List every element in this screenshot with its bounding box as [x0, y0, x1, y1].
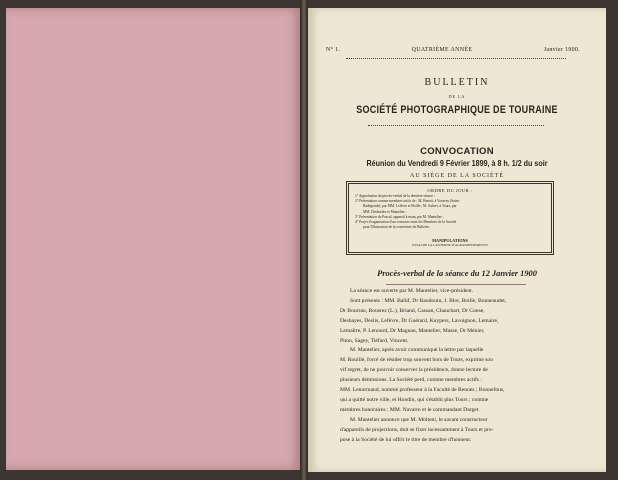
meeting-details: Réunion du Vendredi 9 Février 1899, à 8 h. 1/2 du soir [366, 158, 548, 168]
minutes-body [340, 287, 582, 446]
minutes-divider [386, 284, 526, 285]
minutes-line: Sont présents : MM. Balüf, Dr Baudouin, J. Blot, Boille, Bonneaudet, [350, 297, 507, 304]
order-item: 2° Présentation comme membres actifs de : M. Benoit, à Vouvray (Saint- [355, 199, 460, 204]
book-gutter [300, 0, 308, 480]
issue-year: QUATRIÈME ANNÉE [411, 47, 473, 53]
order-item: 1° Approbation du procès-verbal de la dernière séance ; [355, 194, 435, 198]
manipulations-title: MANIPULATIONS [432, 238, 468, 243]
masthead-divider [368, 125, 544, 126]
minutes-line: M. Mantelier, après avoir communiqué la lettre par laquelle [350, 347, 484, 354]
minutes-line: M. Mantelier annonce que M. Molteni, le savant constructeur [350, 416, 488, 423]
order-item: 3° Présentation du Pascal, appareil à main, par M. Mantelier ; [355, 214, 444, 219]
bulletin-de-la: DE LA [448, 94, 466, 99]
minutes-line: La séance est ouverte par M. Mantelier, vice-président. [350, 288, 474, 294]
minutes-line: d'appareils de projections, doit se fixer incessamment à Tours et pro- [340, 426, 494, 433]
issue-header [326, 47, 580, 53]
minutes-line: vif regret, de ne pouvoir conserver la présidence, donne lecture de [340, 367, 488, 374]
right-page [308, 8, 606, 472]
minutes-line: qui a quitté notre ville, et Hondin, qui s'établit plus Tours ; comme [340, 396, 489, 403]
order-item: pour l'illustration de la couverture du Bulletin. [363, 225, 430, 230]
meeting-location: AU SIÈGE DE LA SOCIÉTÉ [410, 173, 504, 179]
society-name: SOCIÉTÉ PHOTOGRAPHIQUE DE TOURAINE [356, 104, 558, 116]
convocation-title: CONVOCATION [420, 146, 494, 157]
minutes-line: M. Rouillé, forcé de résider trop souvent hors de Tours, exprime son [340, 357, 493, 364]
minutes-title: Procès-verbal de la séance du 12 Janvier 1900 [377, 269, 537, 278]
order-of-day-box [348, 183, 552, 253]
minutes-line: plusieurs démissions. La Société perd, comme membres actifs : [340, 377, 482, 384]
issue-number: N° 1. [326, 47, 341, 53]
minutes-line: Lemaître, P. Lenourd, Dr Magnan, Mantelier, Masse, Dr Ménier, [340, 327, 485, 334]
manipulations-subtitle: ESSAI DE LA LANTERNE D'AGRANDISSEMENTS [412, 243, 488, 247]
minutes-line: MM. Lenormand, nommé professeur à la Faculté de Rennes ; Bonnefous, [340, 387, 505, 394]
issue-date: Janvier 1900. [543, 47, 580, 53]
minutes-line: Piton, Sagey, Tiéfard, Vincent. [340, 337, 409, 344]
minutes-line: Deshayes, Deslis, Lefèvre, Dr Guérard, Kuypers, Lavoignon, Lemaire, [340, 317, 499, 324]
bulletin-title: BULLETIN [424, 77, 490, 88]
order-item: 4° Projet d'organisation d'un concours entre les Membres de la Société [355, 220, 457, 225]
minutes-line: membres honoraires : MM. Navarre et le commandant Darget. [340, 406, 480, 413]
minutes-line: Dr Bourrau, Bousrez (L.), Briand, Cassan, Chauchart, Dr Conse, [340, 307, 485, 314]
order-item: MM. Desbordes et Mantelier ; [363, 209, 407, 214]
minutes-line: pose à la Société de lui offrir le titre de membre d'honneur. [340, 436, 472, 443]
order-items [355, 194, 545, 230]
order-title: ORDRE DU JOUR : [427, 188, 473, 193]
left-page-cover [6, 8, 302, 470]
header-divider [346, 58, 566, 59]
order-item: Radegonde), par MM. Lefèvre et Boille ; M. Aubert, à Tours, par [363, 204, 457, 209]
